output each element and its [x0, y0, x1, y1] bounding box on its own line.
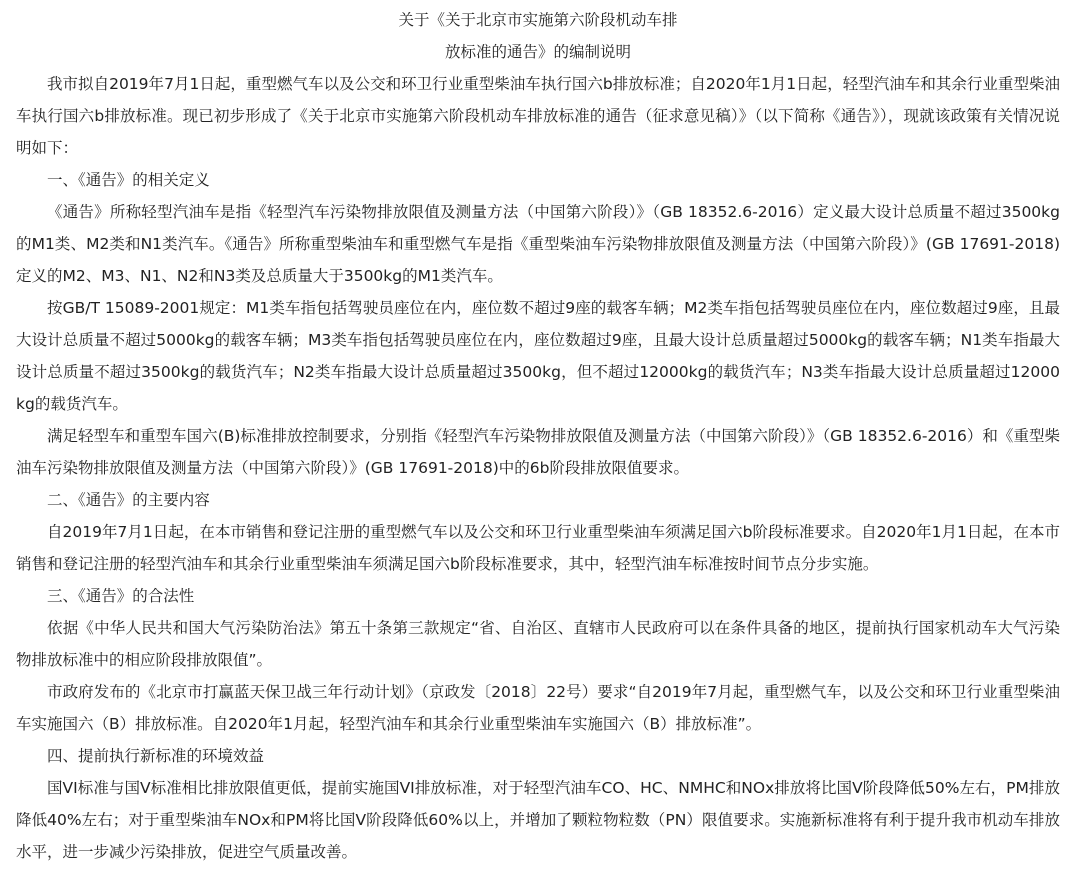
section3-paragraph-1: 依据《中华人民共和国大气污染防治法》第五十条第三款规定“省、自治区、直辖市人民政府可以在条件具备的地区，提前执行国家机动车大气污染物排放标准中的相应阶段排放限值”。 — [16, 619, 1060, 669]
section1-heading: 一、《通告》的相关定义 — [47, 171, 210, 189]
section1-paragraph-2: 按GB/T 15089-2001规定：M1类车指包括驾驶员座位在内，座位数不超过9座的载客车辆；M2类车指包括驾驶员座位在内，座位数超过9座，且最大设计总质量不超过5000kg的载客车辆；M3类车指包括驾驶员座位在内，座位数超过9座，且最大设计总质量超过5000kg的载客车辆；N1类车指最大设计总质量不超过3500kg的载货汽车；N2类车指最大设计总质量超过3500kg，但不超过12000kg的载货汽车；N3类车指最大设计总质量超过12000kg的载货汽车。 — [16, 299, 1060, 413]
intro-paragraph: 我市拟自2019年7月1日起，重型燃气车以及公交和环卫行业重型柴油车执行国六b排放标准；自2020年1月1日起，轻型汽油车和其余行业重型柴油车执行国六b排放标准。现已初步形成了《关于北京市实施第六阶段机动车排放标准的通告（征求意见稿）》（以下简称《通告》），现就该政策有关情况说明如下： — [16, 75, 1060, 157]
section2-heading: 二、《通告》的主要内容 — [47, 491, 210, 509]
section1-paragraph-1: 《通告》所称轻型汽油车是指《轻型汽车污染物排放限值及测量方法（中国第六阶段）》（GB 18352.6-2016）定义最大设计总质量不超过3500kg的M1类、M2类和N1类汽车。《通告》所称重型柴油车和重型燃气车是指《重型柴油车污染物排放限值及测量方法（中国第六阶段）》(GB 17691-2018)定义的M2、M3、N1、N2和N3类及总质量大于3500kg的M1类汽车。 — [16, 203, 1060, 285]
doc-title-line1: 关于《关于北京市实施第六阶段机动车排 — [398, 11, 678, 29]
section4-paragraph-1: 国VI标准与国V标准相比排放限值更低，提前实施国VI排放标准，对于轻型汽油车CO、HC、NMHC和NOx排放将比国V阶段降低50%左右，PM排放降低40%左右；对于重型柴油车NOx和PM将比国V阶段降低60%以上，并增加了颗粒物粒数（PN）限值要求。实施新标准将有利于提升我市机动车排放水平，进一步减少污染排放，促进空气质量改善。 — [16, 779, 1060, 861]
section3-heading: 三、《通告》的合法性 — [47, 587, 195, 605]
doc-title-line2: 放标准的通告》的编制说明 — [444, 43, 631, 61]
section1-paragraph-3: 满足轻型车和重型车国六(B)标准排放控制要求，分别指《轻型汽车污染物排放限值及测量方法（中国第六阶段）》（GB 18352.6-2016）和《重型柴油车污染物排放限值及测量方法（中国第六阶段）》(GB 17691-2018)中的6b阶段排放限值要求。 — [16, 427, 1060, 477]
section3-paragraph-2: 市政府发布的《北京市打赢蓝天保卫战三年行动计划》（京政发〔2018〕22号）要求“自2019年7月起，重型燃气车，以及公交和环卫行业重型柴油车实施国六（B）排放标准。自2020年1月起，轻型汽油车和其余行业重型柴油车实施国六（B）排放标准”。 — [16, 683, 1060, 733]
section2-paragraph-1: 自2019年7月1日起，在本市销售和登记注册的重型燃气车以及公交和环卫行业重型柴油车须满足国六b阶段标准要求。自2020年1月1日起，在本市销售和登记注册的轻型汽油车和其余行业重型柴油车须满足国六b阶段标准要求，其中，轻型汽油车标准按时间节点分步实施。 — [16, 523, 1060, 573]
section4-heading: 四、提前执行新标准的环境效益 — [47, 747, 265, 765]
